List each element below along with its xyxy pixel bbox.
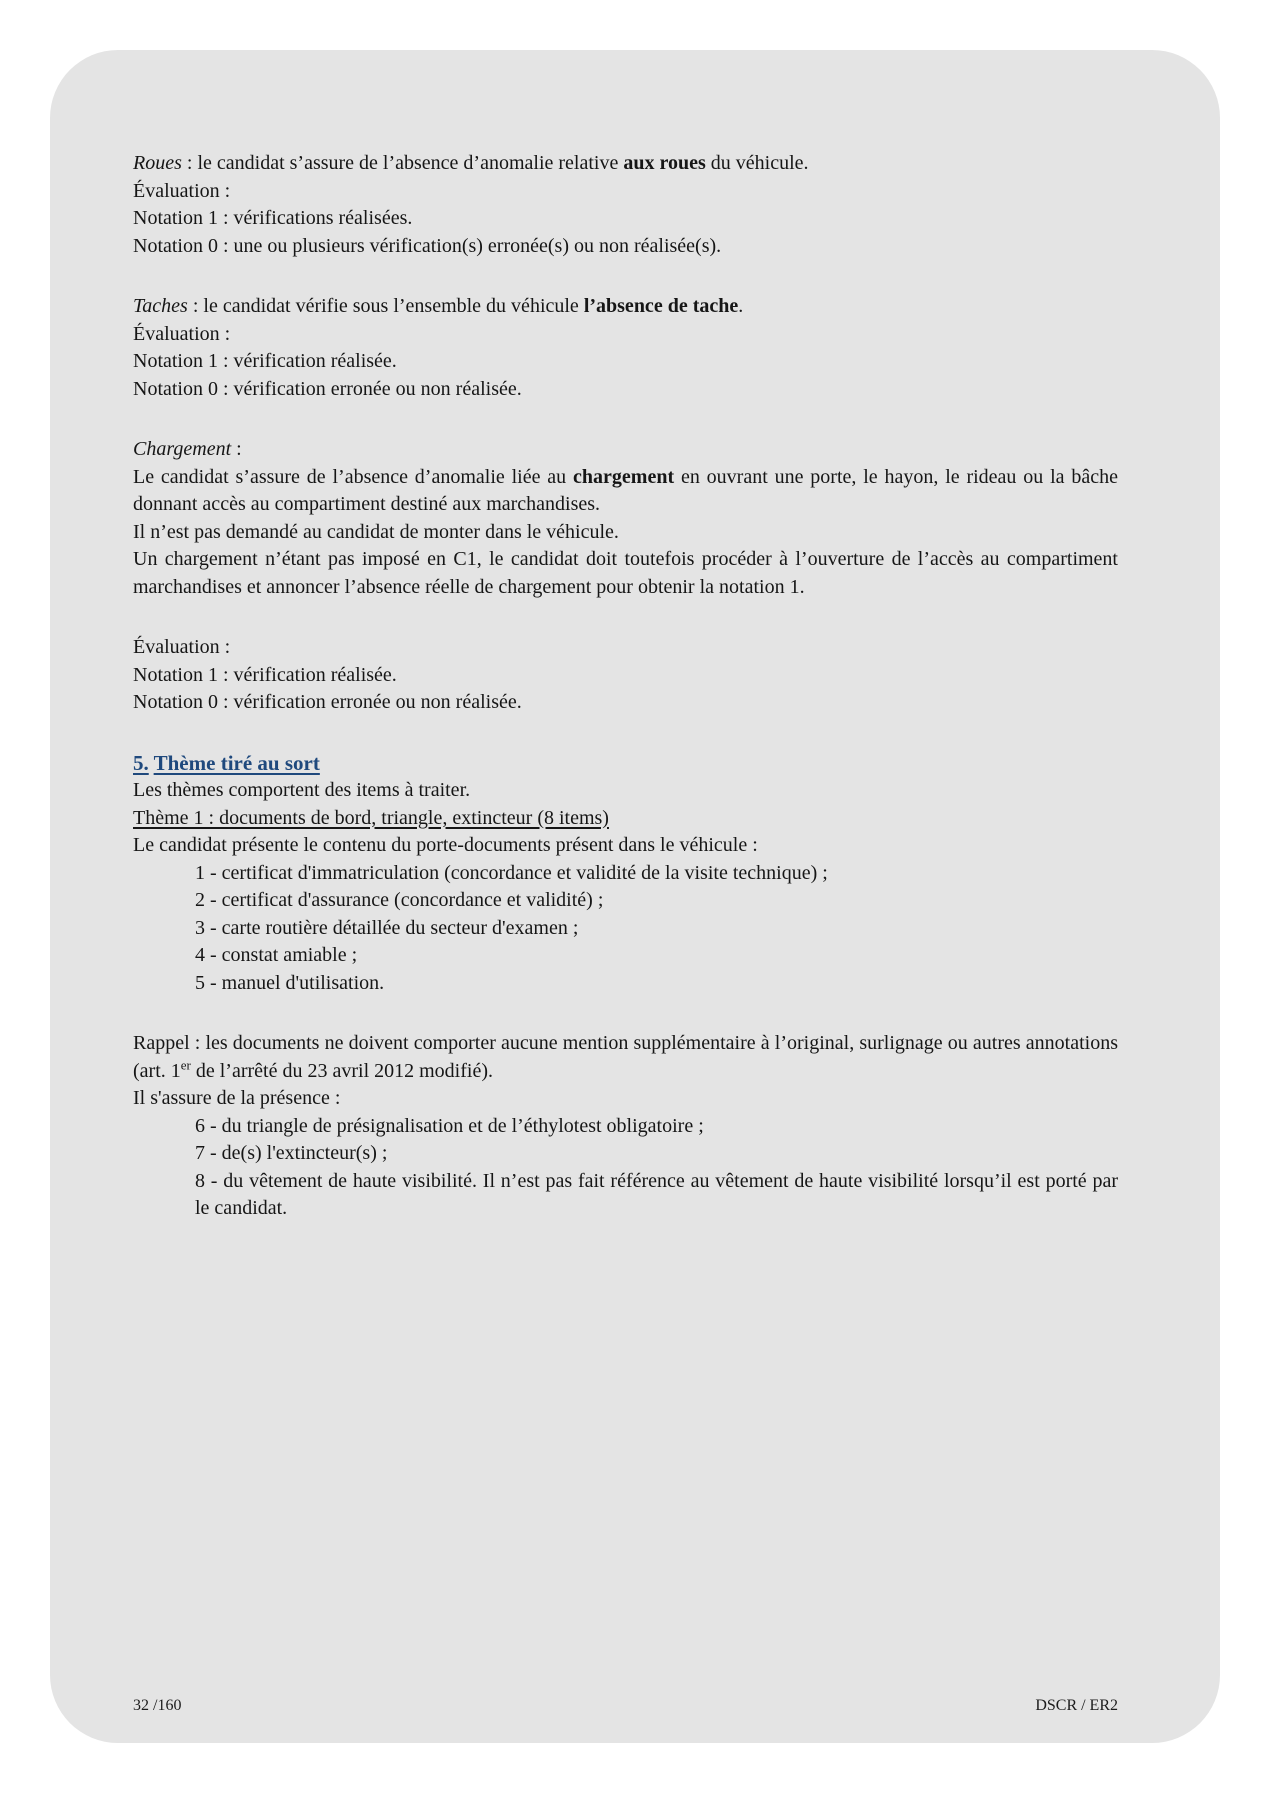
taches-tail-text: . xyxy=(738,295,744,317)
rappel-superscript: er xyxy=(180,1056,191,1072)
notation-0-line: Notation 0 : vérification erronée ou non réalisée. xyxy=(133,691,522,713)
notation-1-line: Notation 1 : vérification réalisée. xyxy=(133,350,397,372)
chargement-lead-word: Chargement xyxy=(133,438,232,460)
evaluation-block-roues xyxy=(133,178,1118,261)
paragraph-presence: Il s'assure de la présence : xyxy=(133,1087,341,1109)
theme1-title xyxy=(133,805,1118,833)
list-item: 3 - carte routière détaillée du secteur d'examen ; xyxy=(195,916,579,939)
taches-lead-word: Taches xyxy=(133,295,188,317)
paragraph-chargement-label xyxy=(133,436,1118,464)
list-item: 5 - manuel d'utilisation. xyxy=(195,971,385,994)
roues-lead-word: Roues xyxy=(133,152,182,174)
list-item: 1 - certificat d'immatriculation (concordance et validité de la visite technique) ; xyxy=(195,861,828,884)
document-items-list-6-8 xyxy=(195,1113,1118,1223)
evaluation-title: Évaluation : xyxy=(133,179,231,202)
roues-text: : le candidat s’assure de l’absence d’anomalie relative xyxy=(181,152,624,174)
notation-1-line: Notation 1 : vérifications réalisées. xyxy=(133,207,413,229)
evaluation-title: Évaluation : xyxy=(133,322,231,345)
chargement-sentence-1 xyxy=(133,464,1118,519)
chargement-sentence-2: Il n’est pas demandé au candidat de monter dans le véhicule. xyxy=(133,520,619,543)
page-footer xyxy=(133,1697,1118,1715)
chargement-s1-tail: en ouvrant une porte, le hayon, le rideau ou la bâche donnant accès au compartiment destiné aux marchandises. xyxy=(133,465,1118,515)
chargement-paragraphs xyxy=(133,464,1118,602)
chargement-label-tail: : xyxy=(231,438,242,460)
roues-bold-text: aux roues xyxy=(623,152,706,174)
theme1-title-text: Thème 1 : documents de bord, triangle, extincteur (8 items) xyxy=(133,806,609,829)
document-page xyxy=(50,50,1220,1743)
list-item: 6 - du triangle de présignalisation et de l’éthylotest obligatoire ; xyxy=(195,1114,704,1137)
page-number: 32 /160 xyxy=(133,1697,182,1714)
notation-0-line: Notation 0 : une ou plusieurs vérification(s) erronée(s) ou non réalisée(s). xyxy=(133,234,722,257)
evaluation-title: Évaluation : xyxy=(133,636,231,658)
paragraph-taches xyxy=(133,293,1118,321)
section-title: Thème tiré au sort xyxy=(153,750,320,775)
paragraph-intro-themes: Les thèmes comportent des items à traiter. xyxy=(133,779,471,801)
taches-bold-text: l’absence de tache xyxy=(583,295,739,317)
paragraph-roues xyxy=(133,150,1118,178)
chargement-s1-pre: Le candidat s’assure de l’absence d’anomalie liée au xyxy=(133,465,574,488)
list-item: 2 - certificat d'assurance (concordance et validité) ; xyxy=(195,889,604,911)
document-reference: DSCR / ER2 xyxy=(1035,1697,1118,1714)
document-items-list-1-5 xyxy=(195,860,1118,998)
roues-tail-text: du véhicule. xyxy=(705,152,809,174)
section-heading-theme-tire-au-sort xyxy=(133,750,1118,778)
document-body xyxy=(133,150,1118,1256)
notation-1-line: Notation 1 : vérification réalisée. xyxy=(133,663,397,686)
notation-0-line: Notation 0 : vérification erronée ou non réalisée. xyxy=(133,377,522,400)
chargement-sentence-3: Un chargement n’étant pas imposé en C1, le candidat doit toutefois procéder à l’ouverture de l’accès au compartiment marchandises et annoncer l’absence réelle de chargement pour obtenir la notation 1. xyxy=(133,548,1118,598)
paragraph-rappel xyxy=(133,1030,1118,1085)
rappel-text: Rappel : les documents ne doivent comporter aucune mention supplémentaire à l’original, surlignage ou autres annotations (art. 1 xyxy=(133,1032,1118,1082)
list-item: 8 - du vêtement de haute visibilité. Il n’est pas fait référence au vêtement de haute visibilité lorsqu’il est porté par le candidat. xyxy=(195,1169,1118,1219)
taches-text: : le candidat vérifie sous l’ensemble du véhicule xyxy=(187,295,584,317)
section-number: 5. xyxy=(133,750,149,775)
paragraph-porte-documents: Le candidat présente le contenu du porte-documents présent dans le véhicule : xyxy=(133,834,758,856)
list-item: 7 - de(s) l'extincteur(s) ; xyxy=(195,1142,388,1164)
list-item: 4 - constat amiable ; xyxy=(195,944,358,966)
chargement-s1-bold: chargement xyxy=(573,465,675,488)
evaluation-block-chargement xyxy=(133,634,1118,717)
rappel-tail: de l’arrêté du 23 avril 2012 modifié). xyxy=(190,1059,493,1082)
evaluation-block-taches xyxy=(133,321,1118,404)
